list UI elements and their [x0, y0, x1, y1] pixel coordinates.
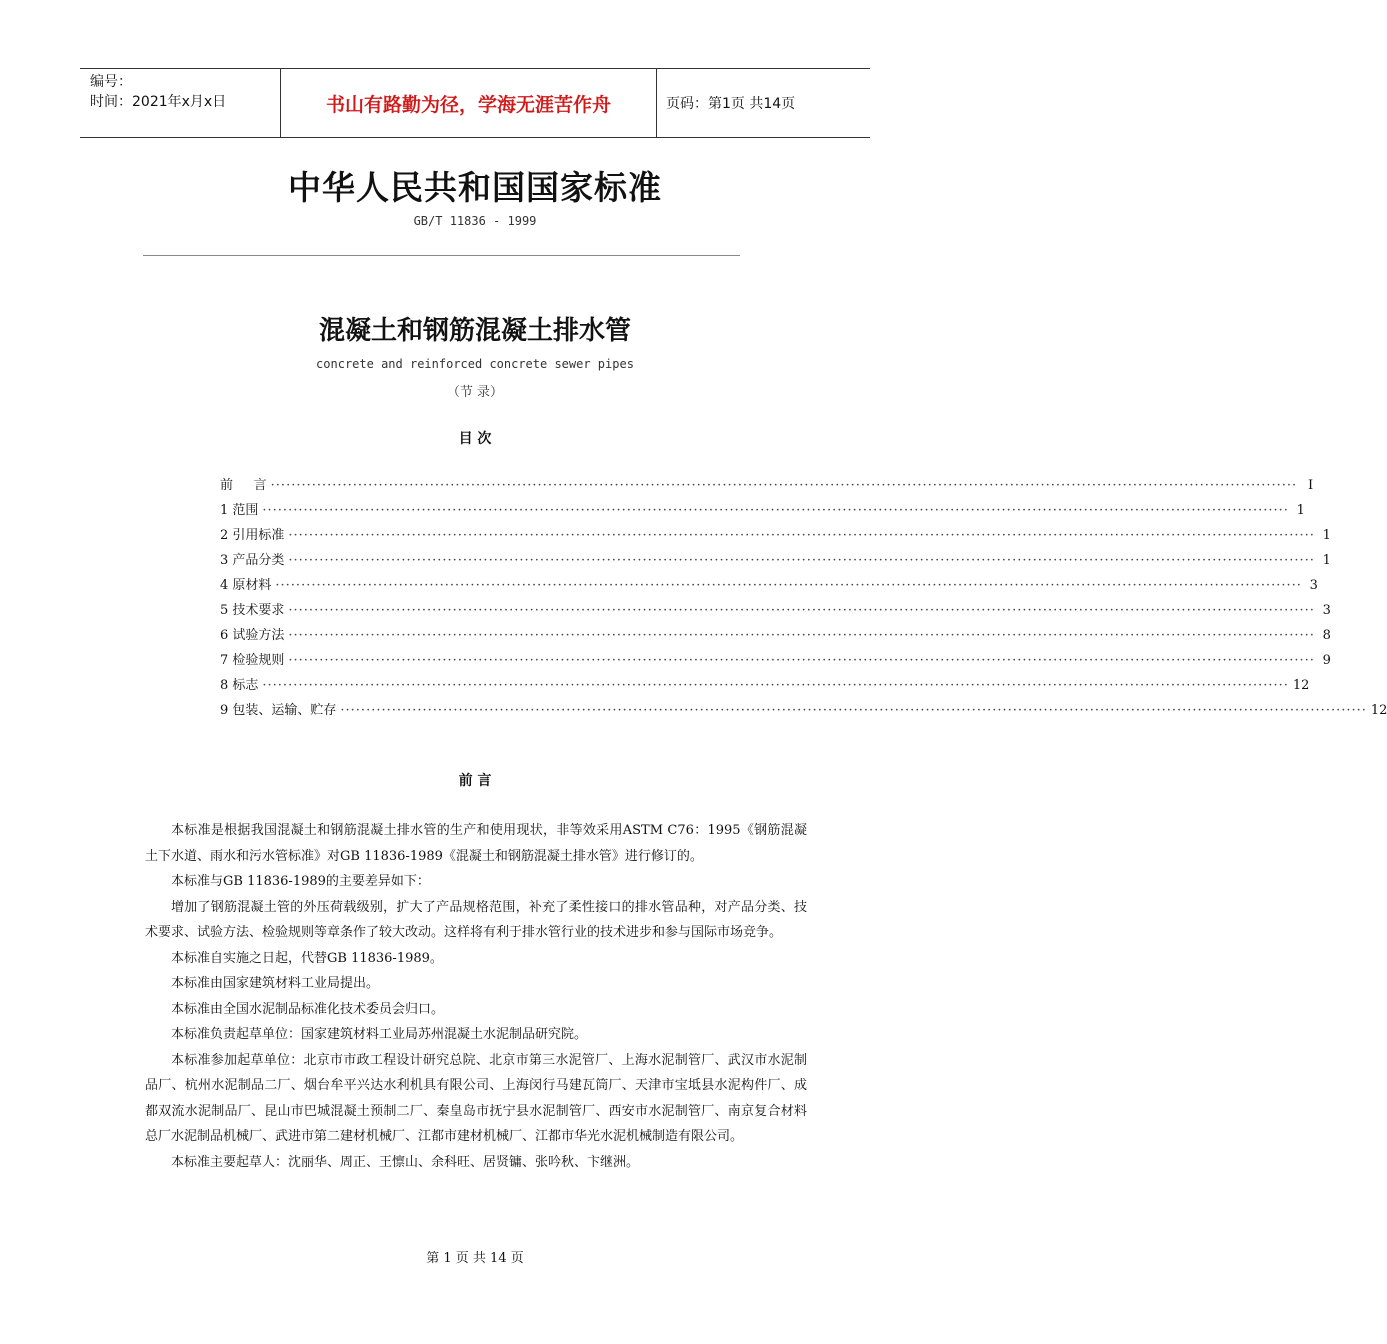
toc-item-page: 12: [1292, 678, 1310, 693]
preface-paragraph: 本标准由国家建筑材料工业局提出。: [171, 976, 380, 991]
preface-paragraph: 本标准负责起草单位：国家建筑材料工业局苏州混凝土水泥制品研究院。: [171, 1027, 588, 1042]
toc-item-page: 1: [1322, 553, 1331, 568]
toc-item-label: 2 引用标准: [220, 528, 285, 543]
toc-item[interactable]: [220, 549, 1331, 574]
page-title: 中华人民共和国国家标准: [288, 168, 662, 207]
preface-paragraph: 本标准与GB 11836-1989的主要差异如下：: [171, 874, 430, 889]
toc-leader-dots: ········································································································································································································: [288, 528, 1315, 543]
document-header: [80, 68, 870, 138]
preface-title: 前 言: [458, 773, 492, 789]
page-footer: 第 1 页 共 14 页: [426, 1251, 524, 1266]
table-of-contents: [220, 474, 1387, 724]
preface-body: [145, 818, 807, 1175]
toc-item-page: 1: [1296, 503, 1305, 518]
toc-leader-dots: ········································································································································································································: [288, 628, 1315, 643]
toc-item[interactable]: [220, 624, 1331, 649]
toc-item-label: 6 试验方法: [220, 628, 285, 643]
toc-item[interactable]: [220, 524, 1331, 549]
toc-item-label: 前 言: [220, 478, 267, 493]
toc-leader-dots: ········································································································································································································: [340, 703, 1367, 718]
header-motto: 书山有路勤为径，学海无涯苦作舟: [281, 69, 657, 137]
preface-paragraph: 本标准是根据我国混凝土和钢筋混凝土排水管的生产和使用现状，非等效采用ASTM C76：1995《钢筋混凝土下水道、雨水和污水管标准》对GB 11836-1989《混凝土和钢筋混凝土排水管》进行修订的。: [145, 823, 807, 864]
toc-item[interactable]: [220, 574, 1318, 599]
toc-leader-dots: ········································································································································································································: [288, 553, 1315, 568]
preface-paragraph: 本标准参加起草单位：北京市市政工程设计研究总院、北京市第三水泥管厂、上海水泥制管厂、武汉市水泥制品厂、杭州水泥制品二厂、烟台牟平兴达水利机具有限公司、上海闵行马建瓦筒厂、天津市宝坻县水泥构件厂、成都双流水泥制品厂、昆山市巴城混凝土预制二厂、秦皇岛市抚宁县水泥制管厂、西安市水泥制管厂、南京复合材料总厂水泥制品机械厂、武进市第二建材机械厂、江都市建材机械厂、江都市华光水泥机械制造有限公司。: [145, 1052, 807, 1144]
preface-paragraph: 本标准由全国水泥制品标准化技术委员会归口。: [171, 1001, 445, 1017]
toc-leader-dots: ········································································································································································································: [275, 578, 1302, 593]
toc-item[interactable]: [220, 699, 1387, 724]
toc-title: 目 次: [458, 431, 492, 447]
toc-item-label: 7 检验规则: [220, 653, 285, 668]
toc-item[interactable]: [220, 599, 1331, 624]
toc-item-label: 3 产品分类: [220, 553, 285, 568]
header-page-info: 页码：第1页 共14页: [666, 96, 796, 112]
document-title-english: concrete and reinforced concrete sewer pipes: [316, 357, 634, 371]
document-title: 混凝土和钢筋混凝土排水管: [318, 316, 631, 346]
number-label: 编号：: [90, 74, 132, 90]
toc-item-page: 12: [1370, 703, 1387, 718]
toc-item-page: 3: [1309, 578, 1318, 593]
standard-code: GB/T 11836 - 1999: [413, 214, 537, 228]
time-label: 时间：2021年x月x日: [90, 94, 227, 110]
toc-item-page: 9: [1322, 653, 1331, 668]
preface-paragraph: 本标准自实施之日起，代替GB 11836-1989。: [171, 950, 443, 966]
toc-item[interactable]: [220, 499, 1305, 524]
toc-leader-dots: ········································································································································································································: [262, 503, 1289, 518]
preface-paragraph: 本标准主要起草人：沈丽华、周正、王懔山、余科旺、居贤镛、张吟秋、卞继洲。: [171, 1154, 640, 1170]
divider: [143, 255, 740, 256]
toc-item-page: 1: [1322, 528, 1331, 543]
preface-paragraph: 增加了钢筋混凝土管的外压荷载级别，扩大了产品规格范围，补充了柔性接口的排水管品种，对产品分类、技术要求、试验方法、检验规则等章条作了较大改动。这样将有利于排水管行业的技术进步和参与国际市场竞争。: [145, 899, 807, 940]
toc-item-page: I: [1308, 478, 1314, 493]
toc-item[interactable]: [220, 649, 1331, 674]
toc-leader-dots: ········································································································································································································: [288, 603, 1315, 618]
toc-leader-dots: ········································································································································································································: [288, 653, 1315, 668]
toc-item[interactable]: [220, 474, 1314, 499]
toc-item-label: 9 包装、运输、贮存: [220, 703, 337, 718]
excerpt-note: （节 录）: [446, 385, 504, 400]
header-meta: [80, 69, 281, 137]
toc-leader-dots: ········································································································································································································: [262, 678, 1289, 693]
toc-item-label: 1 范围: [220, 503, 259, 518]
toc-item-label: 5 技术要求: [220, 603, 285, 618]
toc-item-page: 3: [1322, 603, 1331, 618]
toc-item[interactable]: [220, 674, 1310, 699]
toc-item-label: 4 原材料: [220, 578, 272, 593]
toc-item-label: 8 标志: [220, 678, 259, 693]
toc-item-page: 8: [1322, 628, 1331, 643]
toc-leader-dots: ········································································································································································································: [270, 478, 1298, 493]
